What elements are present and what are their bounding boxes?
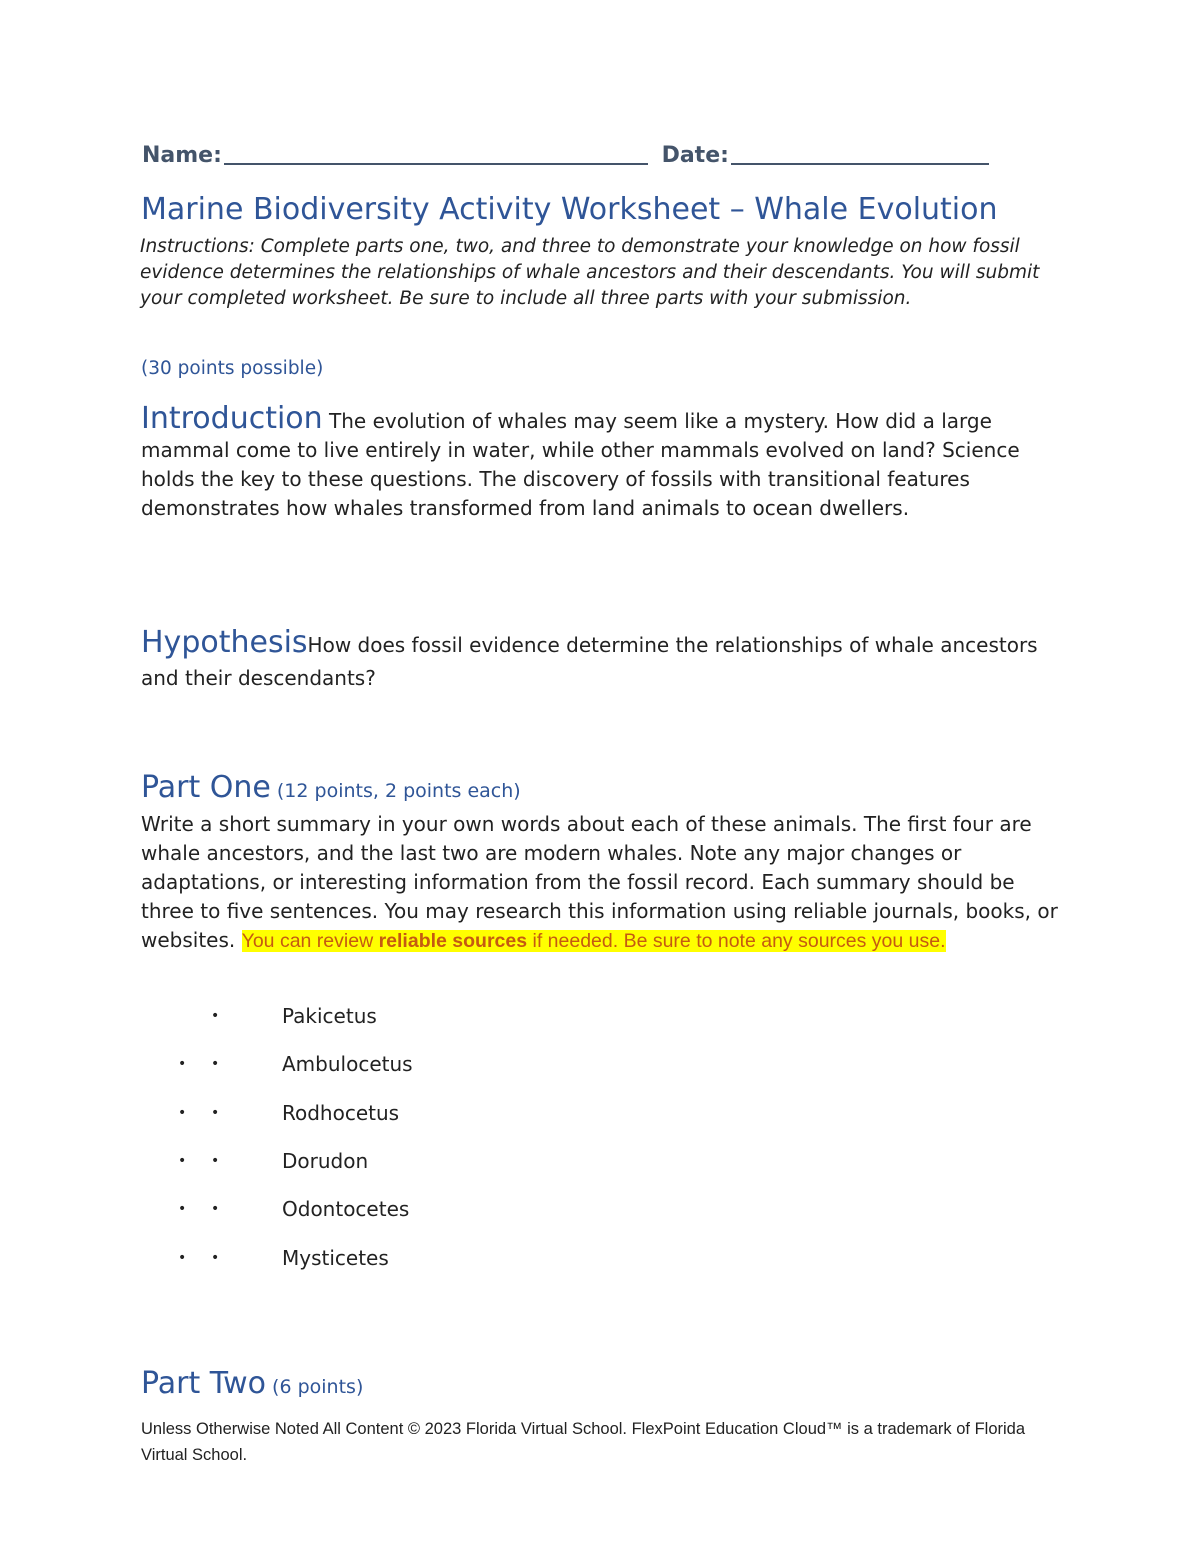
list-bullet: • [211,1008,220,1024]
introduction-text: The evolution of whales may seem like a mystery. How did a large mammal come to live entirely in water, while other mammals evolved on land? Science holds the key to these questions. The discovery of fossils with transitional features demonstrates how whales transformed from land animals to ocean dwellers. [141,409,1020,520]
introduction-heading: Introduction [141,401,323,436]
copyright-footer: Unless Otherwise Noted All Content © 2023 Florida Virtual School. FlexPoint Education Cloud™ is a trademark of Florida Virtual School. [141,1420,1026,1464]
name-blank[interactable] [224,141,648,165]
name-date-line [142,141,989,168]
name-label: Name: [142,143,222,168]
part-two-header [141,1366,363,1401]
part-one-header [141,770,521,805]
list-bullet: • [211,1201,220,1217]
date-label: Date: [661,143,729,168]
date-blank[interactable] [731,141,989,165]
part-two-points: (6 points) [266,1376,364,1398]
list-bullet: • [211,1250,220,1266]
part-one-instructions: Write a short summary in your own words about each of these animals. The first four are whale ancestors, and the last two are modern whales. Note any major changes or adaptations, or interesting information from the fossil record. Each summary should be three to five sentences. You may research this information using reliable journals, books, or websites. [141,812,1058,952]
highlight-note [242,930,946,952]
list-bullet: • [178,1201,187,1217]
list-bullet: • [211,1153,220,1169]
hypothesis-section [141,626,1071,695]
part-one-points: (12 points, 2 points each) [270,780,521,802]
list-item-mysticetes: Mysticetes [282,1246,389,1270]
list-item-odontocetes: Odontocetes [282,1197,410,1221]
points-possible: (30 points possible) [141,358,324,379]
list-bullet: • [211,1105,220,1121]
list-item-rodhocetus: Rodhocetus [282,1101,400,1125]
reliable-sources-link[interactable]: reliable sources [378,930,528,952]
highlight-post: if needed. Be sure to note any sources you use. [527,930,946,952]
list-bullet: • [178,1153,187,1169]
part-one-body [141,810,1071,956]
introduction-section [141,401,1071,523]
list-bullet: • [178,1056,187,1072]
worksheet-title: Marine Biodiversity Activity Worksheet – Whale Evolution [141,192,998,227]
list-bullet: • [178,1250,187,1266]
list-item-pakicetus: Pakicetus [282,1004,377,1028]
hypothesis-text: How does fossil evidence determine the relationships of whale ancestors and their descendants? [141,633,1038,690]
instructions-text: Instructions: Complete parts one, two, and three to demonstrate your knowledge on how fossil evidence determines the relationships of whale ancestors and their descendants. You will submit your completed worksheet. Be sure to include all three parts with your submission. [140,236,1040,309]
part-one-heading: Part One [141,770,271,805]
list-item-dorudon: Dorudon [282,1149,369,1173]
part-two-heading: Part Two [141,1366,267,1401]
list-item-ambulocetus: Ambulocetus [282,1052,413,1076]
list-bullet: • [178,1105,187,1121]
list-bullet: • [211,1056,220,1072]
hypothesis-heading: Hypothesis [141,625,308,660]
highlight-pre: You can review [241,930,379,952]
